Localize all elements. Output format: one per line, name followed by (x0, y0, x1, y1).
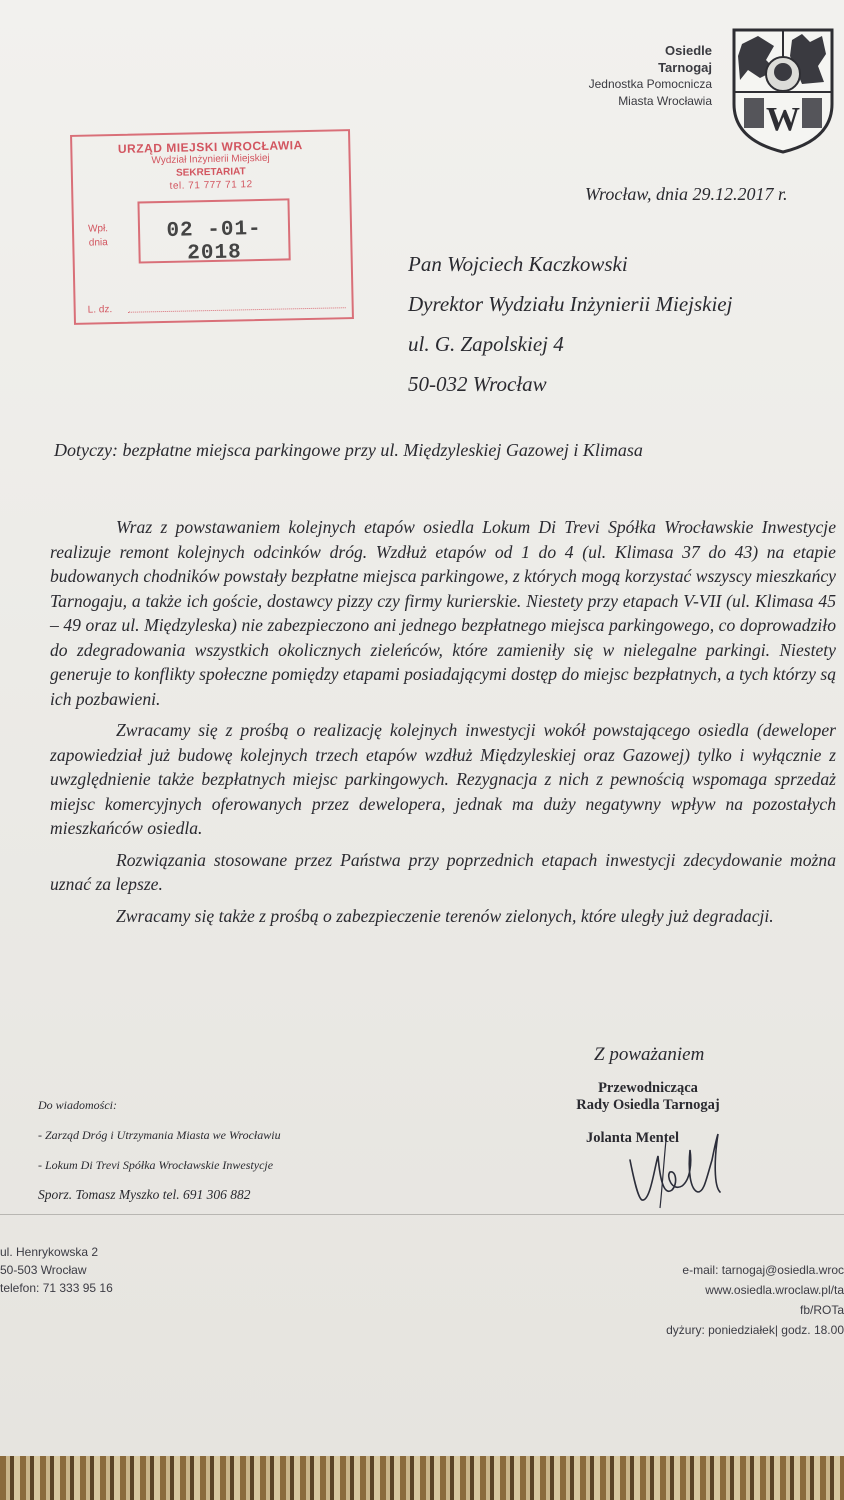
registration-stamp (70, 129, 354, 325)
place-and-date: Wrocław, dnia 29.12.2017 r. (585, 184, 788, 204)
stamp-department: Wydział Inżynierii Miejskiej (151, 152, 270, 167)
signatory-role-1: Przewodnicząca (598, 1080, 698, 1096)
body-paragraph-4: Zwracamy się także z prośbą o zabezpieczenie terenów zielonych, które uległy już degradacji. (116, 905, 774, 926)
handwritten-signature-icon (620, 1120, 730, 1216)
closing-regards: Z poważaniem (594, 1044, 705, 1065)
footer-street: ul. Henrykowska 2 (0, 1245, 99, 1259)
stamp-office: URZĄD MIEJSKI WROCŁAWIA (117, 138, 303, 156)
stamp-date-box (137, 198, 290, 266)
footer-city: 50-503 Wrocław (0, 1263, 87, 1277)
footer-divider (0, 1214, 844, 1215)
stamp-ldz-label: L. dz. (87, 304, 113, 316)
recipient-city: 50-032 Wrocław (408, 372, 547, 396)
footer-email: e-mail: tarnogaj@osiedla.wroc (682, 1263, 844, 1277)
cc-block (38, 1090, 281, 1210)
cc-label: Do wiadomości: (38, 1098, 117, 1112)
signatory-role-2: Rady Osiedla Tarnogaj (576, 1097, 720, 1113)
footer-contact (666, 1260, 844, 1340)
footer-phone: telefon: 71 333 95 16 (0, 1281, 113, 1295)
cc-item-1: - Zarząd Dróg i Utrzymania Miasta we Wrocławiu (38, 1128, 281, 1142)
carpet-background (0, 1456, 844, 1500)
stamp-received-label-2: dnia (88, 237, 108, 249)
stamp-date: 02 -01- 2018 (166, 217, 262, 266)
prepared-by: Sporz. Tomasz Myszko tel. 691 306 882 (38, 1187, 251, 1202)
letter-body (50, 515, 836, 928)
signatory-role (540, 1080, 756, 1114)
footer-website: www.osiedla.wroclaw.pl/ta (705, 1283, 844, 1297)
body-paragraph-3: Rozwiązania stosowane przez Państwa przy poprzednich etapach inwestycji zdecydowanie można uznać za lepsze. (50, 849, 836, 894)
footer-facebook: fb/ROTa (799, 1303, 844, 1317)
letter-subject: Dotyczy: bezpłatne miejsca parkingowe przy ul. Międzyleskiej Gazowej i Klimasa (54, 440, 643, 460)
org-line-1: Osiedle (665, 43, 712, 58)
recipient-street: ul. G. Zapolskiej 4 (408, 332, 564, 356)
footer-office-hours: dyżury: poniedziałek| godz. 18.00 (666, 1323, 844, 1337)
org-line-2: Tarnogaj (658, 60, 712, 75)
stamp-received-label-1: Wpł. (87, 223, 109, 235)
footer-address (0, 1243, 113, 1297)
body-paragraph-2: Zwracamy się z prośbą o realizację kolejnych inwestycji wokół powstającego osiedla (deweloper zapowiedział już budowę kolejnych trzech etapów wzdłuż Międzyleskiej oraz Gazowej) tylko i wyłącznie z uwzględnienie także bezpłatnych miejsc parkingowych. Rezygnacja z nich z pewnością wspomaga sprzedaż miejsc komercyjnych oferowanych przez dewelopera, jednak ma duży negatywny wpływ na pozostałych mieszkańców osiedla. (50, 720, 836, 838)
cc-item-2: - Lokum Di Trevi Spółka Wrocławskie Inwestycje (38, 1158, 274, 1172)
org-header (589, 42, 712, 110)
crest-letter: W (766, 101, 800, 138)
wroclaw-crest-icon (730, 26, 836, 154)
stamp-phone: tel. 71 777 71 12 (169, 179, 253, 192)
org-line-4: Miasta Wrocławia (618, 94, 712, 108)
stamp-secretariat: SEKRETARIAT (175, 166, 246, 179)
recipient-address (408, 244, 732, 404)
recipient-title: Dyrektor Wydziału Inżynierii Miejskiej (408, 292, 733, 316)
stamp-ldz-dotted-line (128, 307, 346, 313)
signatory-name: Jolanta Mentel (586, 1130, 680, 1146)
org-line-3: Jednostka Pomocnicza (588, 77, 712, 91)
recipient-name: Pan Wojciech Kaczkowski (408, 252, 628, 276)
body-paragraph-1: Wraz z powstawaniem kolejnych etapów osiedla Lokum Di Trevi Spółka Wrocławskie Inwestycje realizuje remont kolejnych odcinków dróg. Wzdłuż etapów od 1 do 4 (ul. Klimasa 37 do 43) na etapie budowanych chodników powstały bezpłatne miejsca parkingowe, z których mogą korzystać wszyscy mieszkańcy Tarnogaju, a także ich goście, dostawcy pizzy czy firmy kurierskie. Niestety przy etapach V-VII (ul. Klimasa 45 – 49 oraz ul. Międzyleska) nie zabezpieczono ani jednego bezpłatnego miejsca parkingowego, co doprowadziło do zdegradowania wszystkich okolicznych zieleńców, które zamieniły się w nielegalne parkingi. Niestety generuje to konflikty społeczne pomiędzy etapami posiadającymi dostęp do miejsc bezpłatnych, a tych którzy są ich pozbawieni. (50, 517, 836, 709)
stamp-received-label (88, 222, 109, 250)
